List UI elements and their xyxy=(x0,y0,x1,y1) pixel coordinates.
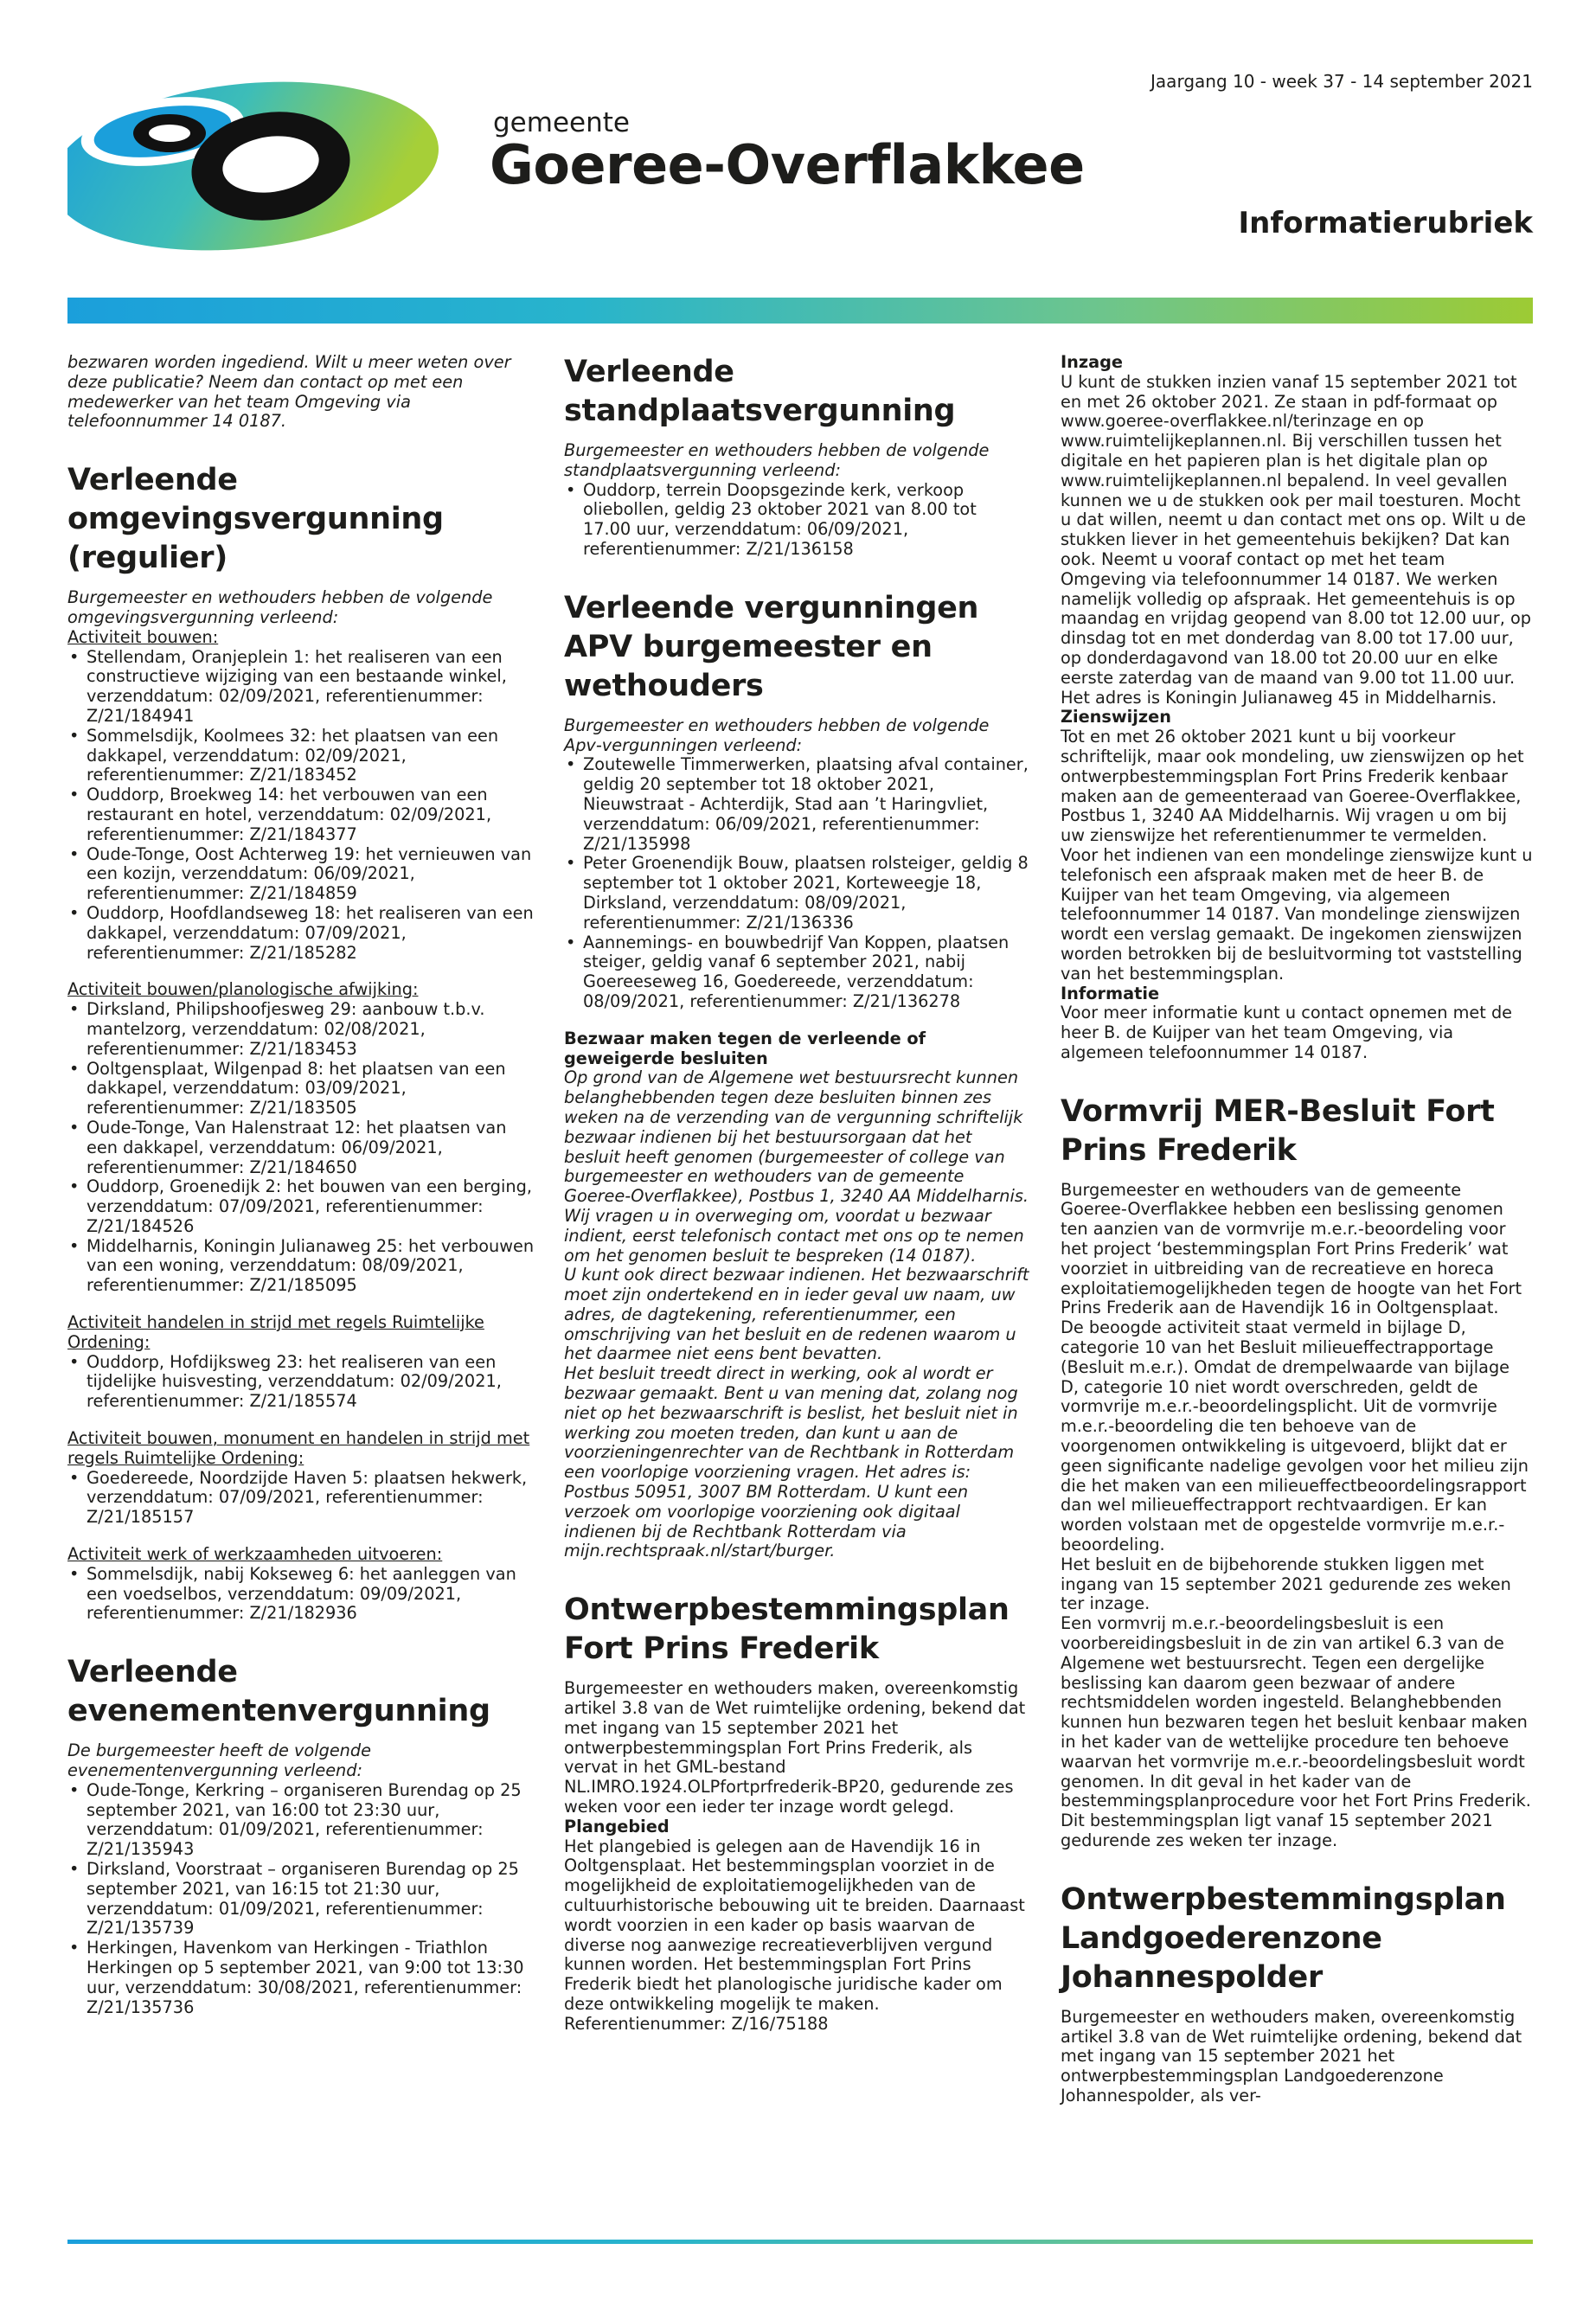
list-item: • Dirksland, Voorstraat – organiseren Burendag op 25 september 2021, van 16:15 tot 21:30 uur, verzenddatum: 01/09/2021, referentienummer: Z/21/135739 xyxy=(67,1860,539,1939)
permit-list xyxy=(67,648,539,964)
paragraph: Burgemeester en wethouders maken, overeenkomstig artikel 3.8 van de Wet ruimtelijke ordening, bekend dat met ingang van 15 september 2021 het ontwerpbestemmingsplan Landgoederenzone Johannespolder, als ver- xyxy=(1061,2006,1522,2106)
section-title-landgoederenzone: Ontwerpbestemmingsplan Landgoederenzone Johannespolder xyxy=(1061,1881,1506,1995)
list-item: • Herkingen, Havenkom van Herkingen - Triathlon Herkingen op 5 september 2021, van 9:00 tot 13:30 uur, verzenddatum: 30/08/2021, referentienummer: Z/21/135736 xyxy=(67,1939,539,2017)
permit-list xyxy=(67,1469,539,1528)
paragraph: Op grond van de Algemene wet bestuursrecht kunnen belanghebbenden tegen deze besluiten binnen zes weken na de verzending van de vergunning schriftelijk bezwaar indienen bij het bestuursorgaan dat het besluit heeft genomen (burgemeester of college van burgemeester en wethouders van de gemeente Goeree-Overflakkee), Postbus 1, 3240 AA Middelharnis. xyxy=(564,1067,1029,1207)
category-heading: Activiteit bouwen/planologische afwijking: xyxy=(67,979,419,1000)
list-item: • Peter Groenendijk Bouw, plaatsen rolsteiger, geldig 8 september tot 1 oktober 2021, Korteweegje 18, Dirksland, verzenddatum: 08/09/2021, referentienummer: Z/21/136336 xyxy=(564,854,1029,933)
paragraph: Burgemeester en wethouders maken, overeenkomstig artikel 3.8 van de Wet ruimtelijke ordening, bekend dat met ingang van 15 september 2021 het ontwerpbestemmingsplan Fort Prins Frederik, als vervat in het GML-bestand NL.IMRO.1924.OLPfortprfrederik-BP20, gedurende zes weken voor een ieder ter inzage wordt gelegd. xyxy=(564,1678,1026,1817)
subheading-bezwaar: Bezwaar maken tegen de verleende of geweigerde besluiten xyxy=(564,1028,926,1068)
paragraph: Voor het indienen van een mondelinge zienswijze kunt u telefonisch een afspraak maken met de heer B. de Kuijper van het team Omgeving, via algemeen telefoonnummer 14 0187. Van mondelinge zienswijzen wordt een verslag gemaakt. De ingekomen zienswijzen worden betrokken bij de besluitvorming tot vaststelling van het bestemmingsplan. xyxy=(1061,844,1533,984)
subheading-inzage: Inzage xyxy=(1061,352,1124,372)
permit-list xyxy=(67,1781,539,2018)
list-item: • Aannemings- en bouwbedrijf Van Koppen, plaatsen steiger, geldig vanaf 6 september 2021, nabij Goereeseweg 16, Goedereede, verzenddatum: 08/09/2021, referentienummer: Z/21/136278 xyxy=(564,933,1029,1012)
list-item: • Ouddorp, Hofdijksweg 23: het realiseren van een tijdelijke huisvesting, verzenddatum: 02/09/2021, referentienummer: Z/21/185574 xyxy=(67,1353,539,1412)
list-item: • Goedereede, Noordzijde Haven 5: plaatsen hekwerk, verzenddatum: 07/09/2021, referentienummer: Z/21/185157 xyxy=(67,1469,539,1528)
paragraph: Het besluit en de bijbehorende stukken liggen met ingang van 15 september 2021 gedurende zes weken ter inzage. xyxy=(1061,1554,1511,1614)
list-item: • Sommelsdijk, nabij Kokseweg 6: het aanleggen van een voedselbos, verzenddatum: 09/09/2021, referentienummer: Z/21/182936 xyxy=(67,1565,539,1624)
list-item: • Ouddorp, Hoofdlandseweg 18: het realiseren van een dakkapel, verzenddatum: 07/09/2021, referentienummer: Z/21/185282 xyxy=(67,904,539,963)
section-title-ontwerp-fort: Ontwerpbestemmingsplan Fort Prins Frederik xyxy=(564,1593,1010,1667)
page-header xyxy=(0,0,1596,329)
brand-name: Goeree-Overflakkee xyxy=(490,133,1085,196)
footer-color-rule xyxy=(67,2240,1533,2244)
paragraph: Tot en met 26 oktober 2021 kunt u bij voorkeur schriftelijk, maar ook mondeling, uw zienswijzen op het ontwerpbestemmingsplan Fort Prins Frederik kenbaar maken aan de gemeenteraad van Goeree-Overflakkee, Postbus 1, 3240 AA Middelharnis. Wij vragen u om bij uw zienswijze het referentienummer te vermelden. xyxy=(1061,727,1524,846)
list-item: • Ouddorp, Broekweg 14: het verbouwen van een restaurant en hotel, verzenddatum: 02/09/2021, referentienummer: Z/21/184377 xyxy=(67,785,539,844)
column-2 xyxy=(564,353,1029,2035)
permit-list xyxy=(67,1000,539,1296)
list-item: • Dirksland, Philipshoofjesweg 29: aanbouw t.b.v. mantelzorg, verzenddatum: 02/08/2021, referentienummer: Z/21/183453 xyxy=(67,1000,539,1059)
header-color-bar xyxy=(67,298,1533,324)
paragraph: Voor meer informatie kunt u contact opnemen met de heer B. de Kuijper van het team Omgeving, via algemeen telefoonnummer 14 0187. xyxy=(1061,1003,1513,1062)
list-item: • Oude-Tonge, Oost Achterweg 19: het vernieuwen van een kozijn, verzenddatum: 06/09/2021, referentienummer: Z/21/184859 xyxy=(67,845,539,904)
list-item: • Oude-Tonge, Kerkring – organiseren Burendag op 25 september 2021, van 16:00 tot 23:30 uur, verzenddatum: 01/09/2021, referentienummer: Z/21/135943 xyxy=(67,1781,539,1860)
paragraph: Het besluit treedt direct in werking, ook al wordt er bezwaar gemaakt. Bent u van mening dat, zolang nog niet op het bezwaarschrift is beslist, het besluit niet in werking zou moeten treden, dan kunt u aan de voorzieningenrechter van de Rechtbank in Rotterdam een voorlopige voorziening vragen. Het adres is: Postbus 50951, 3007 BM Rotterdam. U kunt een verzoek om voorlopige voorziening ook digitaal indienen bij de Rechtbank Rotterdam via mijn.rechtspraak.nl/start/burger. xyxy=(564,1363,1018,1561)
section-title-apv: Verleende vergunningen APV burgemeester en wethouders xyxy=(564,590,979,703)
section-lead: De burgemeester heeft de volgende evenementenvergunning verleend: xyxy=(67,1740,371,1781)
subheading-informatie: Informatie xyxy=(1061,983,1160,1003)
intro-text: bezwaren worden ingediend. Wilt u meer weten over deze publicatie? Neem dan contact op met een medewerker van het team Omgeving via telefoonnummer 14 0187. xyxy=(67,352,511,432)
paragraph: U kunt ook direct bezwaar indienen. Het bezwaarschrift moet zijn ondertekend en in ieder geval uw naam, uw adres, de dagtekening, referentienummer, een omschrijving van het besluit en de redenen waarom u het daarmee niet eens bent bevatten. xyxy=(564,1265,1029,1364)
column-1 xyxy=(67,353,539,2035)
section-title-mer-besluit: Vormvrij MER-Besluit Fort Prins Frederik xyxy=(1061,1093,1495,1168)
paragraph: U kunt de stukken inzien vanaf 15 september 2021 tot en met 26 oktober 2021. Ze staan in pdf-formaat op www.goeree-overflakkee.nl/terinzage en op www.ruimtelijkeplannen.nl. Bij verschillen tussen het digitale en het papieren plan is het digitale plan op www.ruimtelijkeplannen.nl bepalend. In veel gevallen kunnen we u de stukken ook per mail toesturen. Mocht u dat willen, neemt u dan contact met ons op. Wilt u de stukken liever in het gemeentehuis bekijken? Dat kan ook. Neemt u vooraf contact op met het team Omgeving via telefoonnummer 14 0187. We werken namelijk volledig op afspraak. Het gemeentehuis is op maandag en vrijdag geopend van 8.00 tot 12.00 uur, op dinsdag tot en met donderdag van 8.00 tot 17.00 uur, op donderdagavond van 18.00 tot 20.00 uur en elke eerste zaterdag van de maand van 9.00 tot 11.00 uur. Het adres is Koningin Julianaweg 45 in Middelharnis. xyxy=(1061,371,1531,708)
list-item: • Ouddorp, terrein Doopsgezinde kerk, verkoop oliebollen, geldig 23 oktober 2021 van 8.00 tot 17.00 uur, verzenddatum: 06/09/2021, referentienummer: Z/21/136158 xyxy=(564,481,1029,560)
category-heading: Activiteit bouwen: xyxy=(67,626,219,647)
section-lead: Burgemeester en wethouders hebben de volgende omgevingsvergunning verleend: xyxy=(67,587,493,627)
permit-list xyxy=(564,755,1029,1011)
rubric-title: Informatierubriek xyxy=(1238,206,1533,240)
paragraph: Een vormvrij m.e.r.-beoordelingsbesluit is een voorbereidingsbesluit in de zin van artikel 6.3 van de Algemene wet bestuursrecht. Tegen een dergelijke beslissing kan daarom geen bezwaar of andere rechtsmiddelen worden ingesteld. Belanghebbenden kunnen hun bezwaren tegen het besluit kenbaar maken in het kader van de wettelijke procedure ten behoeve waarvan het vormvrije m.e.r.-beoordelingsbesluit wordt genomen. In dit geval in het kader van de bestemmingsplanprocedure voor het Fort Prins Frederik. Dit bestemmingsplan ligt vanaf 15 september 2021 gedurende zes weken ter inzage. xyxy=(1061,1613,1531,1850)
paragraph: Het plangebied is gelegen aan de Havendijk 16 in Ooltgensplaat. Het bestemmingsplan voorziet in de mogelijkheid de exploitatiemogelijkheden van de cultuurhistorische bebouwing uit te breiden. Daarnaast wordt voorzien in een kader op basis waarvan de diverse nog aanwezige recreatieverblijven vergund kunnen worden. Het bestemmingsplan Fort Prins Frederik biedt het planologische juridische kader om deze ontwikkeling mogelijk te maken. xyxy=(564,1836,1025,2014)
section-lead: Burgemeester en wethouders hebben de volgende standplaatsvergunning verleend: xyxy=(564,440,990,480)
brand-prefix: gemeente xyxy=(493,107,630,138)
list-item: • Sommelsdijk, Koolmees 32: het plaatsen van een dakkapel, verzenddatum: 02/09/2021, referentienummer: Z/21/183452 xyxy=(67,727,539,785)
list-item: • Zoutewelle Timmerwerken, plaatsing afval container, geldig 20 september tot 18 oktober 2021, Nieuwstraat - Achterdijk, Stad aan ’t Haringvliet, verzenddatum: 06/09/2021, referentienummer: Z/21/135998 xyxy=(564,755,1029,854)
category-heading: Activiteit handelen in strijd met regels Ruimtelijke Ordening: xyxy=(67,1312,484,1352)
list-item: • Middelharnis, Koningin Julianaweg 25: het verbouwen van een woning, verzenddatum: 08/09/2021, referentienummer: Z/21/185095 xyxy=(67,1237,539,1296)
issue-info: Jaargang 10 - week 37 - 14 september 2021 xyxy=(1151,71,1533,92)
municipality-logo xyxy=(67,71,448,253)
section-title-standplaatsvergunning: Verleende standplaatsvergunning xyxy=(564,355,956,428)
list-item: • Ooltgensplaat, Wilgenpad 8: het plaatsen van een dakkapel, verzenddatum: 03/09/2021, referentienummer: Z/21/183505 xyxy=(67,1060,539,1118)
permit-list xyxy=(67,1565,539,1624)
list-item: • Oude-Tonge, Van Halenstraat 12: het plaatsen van een dakkapel, verzenddatum: 06/09/2021, referentienummer: Z/21/184650 xyxy=(67,1118,539,1177)
paragraph: De beoogde activiteit staat vermeld in bijlage D, categorie 10 van het Besluit milieueffectrapportage (Besluit m.e.r.). Omdat de drempelwaarde van bijlage D, categorie 10 niet wordt overschreden, geldt de vormvrije m.e.r.-beoordelingsplicht. Uit de vormvrije m.e.r.-beoordeling die ten behoeve van de voorgenomen ontwikkeling is uitgevoerd, blijkt dat er geen significante nadelige gevolgen voor het milieu zijn die het maken van een milieueffectbeoordelingsrapport dan wel milieueffectrapport rechtvaardigen. Er kan worden volstaan met de opgestelde vormvrije m.e.r.-beoordeling. xyxy=(1061,1317,1529,1555)
permit-list xyxy=(67,1353,539,1412)
reference-number: Referentienummer: Z/16/75188 xyxy=(564,2013,829,2034)
column-3 xyxy=(1061,353,1533,2106)
category-heading: Activiteit werk of werkzaamheden uitvoeren: xyxy=(67,1544,443,1565)
section-title-omgevingsvergunning: Verleende omgevingsvergunning (regulier) xyxy=(67,463,444,576)
paragraph: Burgemeester en wethouders van de gemeente Goeree-Overflakkee hebben een beslissing genomen ten aanzien van de vormvrije m.e.r.-beoordeling voor het project ‘bestemmingsplan Fort Prins Frederik’ wat voorziet in uitbreiding van de recreatieve en horeca exploitatiemogelijkheden tegen de hoogte van het Fort Prins Frederik aan de Havendijk 16 in Ooltgensplaat. xyxy=(1061,1179,1522,1318)
list-item: • Ouddorp, Groenedijk 2: het bouwen van een berging, verzenddatum: 07/09/2021, referentienummer: Z/21/184526 xyxy=(67,1177,539,1236)
subheading-zienswijzen: Zienswijzen xyxy=(1061,707,1171,727)
section-lead: Burgemeester en wethouders hebben de volgende Apv-vergunningen verleend: xyxy=(564,715,990,755)
section-title-evenementenvergunning: Verleende evenementenvergunning xyxy=(67,1655,490,1729)
permit-list xyxy=(564,481,1029,560)
paragraph: Wij vragen u in overweging om, voordat u bezwaar indient, eerst telefonisch contact met ons op te nemen om het genomen besluit te bespreken (14 0187). xyxy=(564,1205,1024,1266)
category-heading: Activiteit bouwen, monument en handelen in strijd met regels Ruimtelijke Ordening: xyxy=(67,1428,530,1468)
subheading-plangebied: Plangebied xyxy=(564,1816,670,1836)
list-item: • Stellendam, Oranjeplein 1: het realiseren van een constructieve wijziging van een bestaande winkel, verzenddatum: 02/09/2021, referentienummer: Z/21/184941 xyxy=(67,648,539,727)
